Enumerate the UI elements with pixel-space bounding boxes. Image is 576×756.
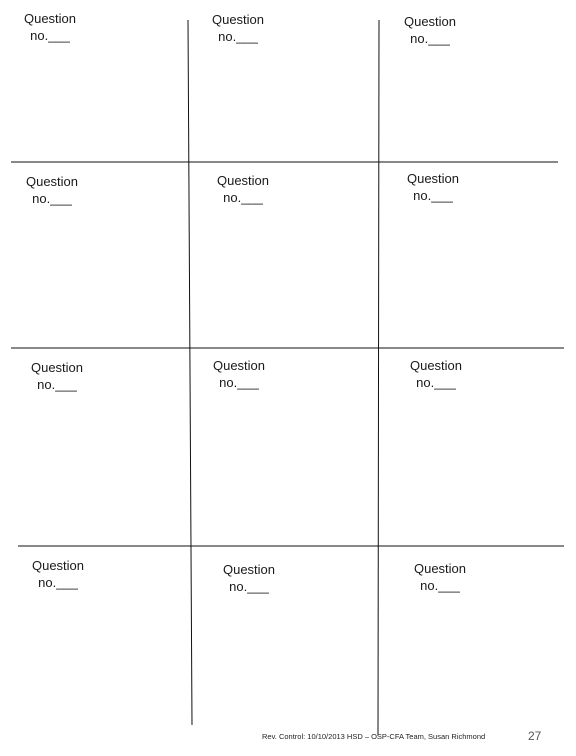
question-label-r3c1: [31, 359, 83, 393]
question-label-r2c3: [407, 170, 459, 204]
question-label-r1c2: [212, 11, 264, 45]
vertical-divider-left: [188, 20, 192, 725]
question-word: Question: [403, 14, 457, 29]
question-number-blank: no.___: [410, 31, 450, 46]
question-number-blank: no.___: [218, 29, 258, 44]
revision-footer: Rev. Control: 10/10/2013 HSD – OSP-CFA Team, Susan Richmond: [262, 732, 486, 741]
question-word: Question: [409, 358, 463, 373]
question-label-r2c2: [217, 172, 269, 206]
question-number-blank: no.___: [37, 377, 77, 392]
question-word: Question: [23, 11, 77, 26]
question-word: Question: [222, 562, 276, 577]
question-label-r1c1: [24, 10, 76, 44]
question-number-blank: no.___: [416, 375, 456, 390]
question-label-r2c1: [26, 173, 78, 207]
question-number-blank: no.___: [413, 188, 453, 203]
page-number: 27: [528, 729, 542, 743]
question-word: Question: [212, 358, 266, 373]
question-number-blank: no.___: [38, 575, 78, 590]
question-word: Question: [30, 360, 84, 375]
question-number-blank: no.___: [30, 28, 70, 43]
question-number-blank: no.___: [32, 191, 72, 206]
question-label-r3c3: [410, 357, 462, 391]
question-word: Question: [413, 561, 467, 576]
vertical-divider-right: [378, 20, 379, 735]
question-word: Question: [31, 558, 85, 573]
question-label-r1c3: [404, 13, 456, 47]
question-word: Question: [211, 12, 265, 27]
question-number-blank: no.___: [420, 578, 460, 593]
question-number-blank: no.___: [219, 375, 259, 390]
question-word: Question: [25, 174, 79, 189]
question-label-r3c2: [213, 357, 265, 391]
question-word: Question: [406, 171, 460, 186]
question-number-blank: no.___: [223, 190, 263, 205]
question-number-blank: no.___: [229, 579, 269, 594]
question-label-r4c1: [32, 557, 84, 591]
question-word: Question: [216, 173, 270, 188]
question-label-r4c3: [414, 560, 466, 594]
question-label-r4c2: [223, 561, 275, 595]
